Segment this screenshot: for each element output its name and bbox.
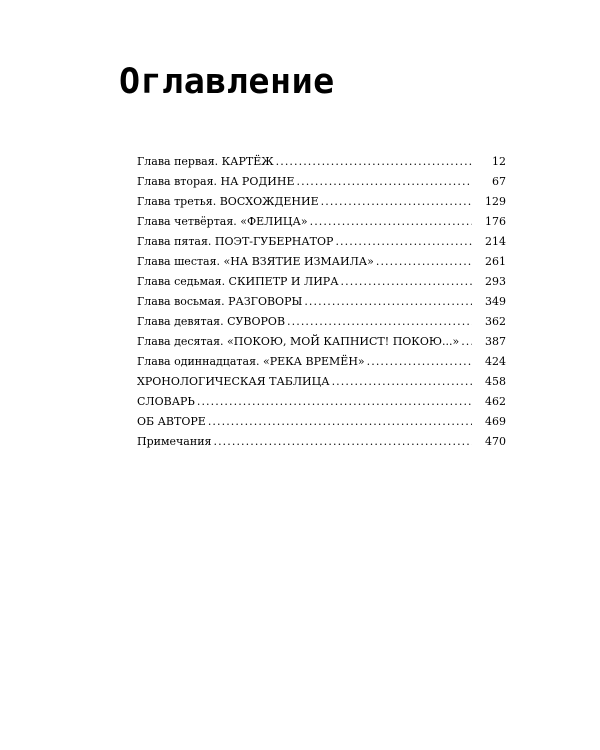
toc-entry-label: ОБ АВТОРЕ — [137, 415, 206, 428]
toc-page-number: 293 — [485, 275, 506, 288]
dot-leader — [332, 372, 472, 392]
dot-leader — [341, 272, 472, 292]
toc-page-number: 387 — [485, 335, 506, 348]
dot-leader — [461, 332, 472, 352]
toc-entry-label: СЛОВАРЬ — [137, 395, 195, 408]
toc-entry[interactable] — [137, 212, 506, 232]
dot-leader — [335, 232, 472, 252]
toc-entry-label: Глава восьмая. РАЗГОВОРЫ — [137, 295, 303, 308]
toc-page-number: 469 — [485, 415, 506, 428]
toc-entry-label: Глава шестая. «НА ВЗЯТИЕ ИЗМАИЛА» — [137, 255, 374, 268]
toc-entry-label: Глава десятая. «ПОКОЮ, МОЙ КАПНИСТ! ПОКОЮ...» — [137, 335, 460, 348]
dot-leader — [287, 312, 472, 332]
toc-page-number: 458 — [485, 375, 506, 388]
dot-leader — [376, 252, 472, 272]
dot-leader — [276, 152, 472, 172]
toc-entry-label: Примечания — [137, 435, 212, 448]
toc-entry[interactable] — [137, 332, 506, 352]
toc-entry-label: Глава четвёртая. «ФЕЛИЦА» — [137, 215, 308, 228]
toc-entry[interactable] — [137, 232, 506, 252]
toc-page-number: 462 — [485, 395, 506, 408]
toc-entry-label: Глава девятая. СУВОРОВ — [137, 315, 286, 328]
toc-page-number: 424 — [485, 355, 506, 368]
toc-entry[interactable] — [137, 352, 506, 372]
dot-leader — [213, 432, 472, 452]
dot-leader — [304, 292, 472, 312]
toc-entry[interactable] — [137, 292, 506, 312]
toc-entry[interactable] — [137, 412, 506, 432]
toc-entry[interactable] — [137, 152, 506, 172]
toc-entry-label: Глава первая. КАРТЁЖ — [137, 155, 274, 168]
toc-page-number: 129 — [485, 195, 506, 208]
toc-page-number: 349 — [485, 295, 506, 308]
toc-entry-label: Глава вторая. НА РОДИНЕ — [137, 175, 295, 188]
toc-entry[interactable] — [137, 172, 506, 192]
dot-leader — [310, 212, 472, 232]
toc-entry[interactable] — [137, 252, 506, 272]
dot-leader — [208, 412, 472, 432]
toc-entry[interactable] — [137, 372, 506, 392]
toc-page-number: 176 — [485, 215, 506, 228]
toc-entry-label: Глава пятая. ПОЭТ-ГУБЕРНАТОР — [137, 235, 334, 248]
toc-entry[interactable] — [137, 392, 506, 412]
toc-page-number: 12 — [492, 155, 506, 168]
dot-leader — [321, 192, 472, 212]
toc-entry-label: ХРОНОЛОГИЧЕСКАЯ ТАБЛИЦА — [137, 375, 330, 388]
toc-entry-label: Глава седьмая. СКИПЕТР И ЛИРА — [137, 275, 339, 288]
dot-leader — [297, 172, 472, 192]
toc-entry-label: Глава одиннадцатая. «РЕКА ВРЕМЁН» — [137, 355, 365, 368]
toc-page-number: 470 — [485, 435, 506, 448]
dot-leader — [197, 392, 472, 412]
toc-page-number: 261 — [485, 255, 506, 268]
toc-entry[interactable] — [137, 192, 506, 212]
toc-entry[interactable] — [137, 312, 506, 332]
table-of-contents — [137, 152, 506, 452]
toc-entry[interactable] — [137, 432, 506, 452]
toc-page-number: 214 — [485, 235, 506, 248]
dot-leader — [367, 352, 472, 372]
toc-page-number: 362 — [485, 315, 506, 328]
page-title: Оглавление — [119, 62, 335, 102]
toc-page-number: 67 — [492, 175, 506, 188]
toc-entry[interactable] — [137, 272, 506, 292]
toc-entry-label: Глава третья. ВОСХОЖДЕНИЕ — [137, 195, 319, 208]
